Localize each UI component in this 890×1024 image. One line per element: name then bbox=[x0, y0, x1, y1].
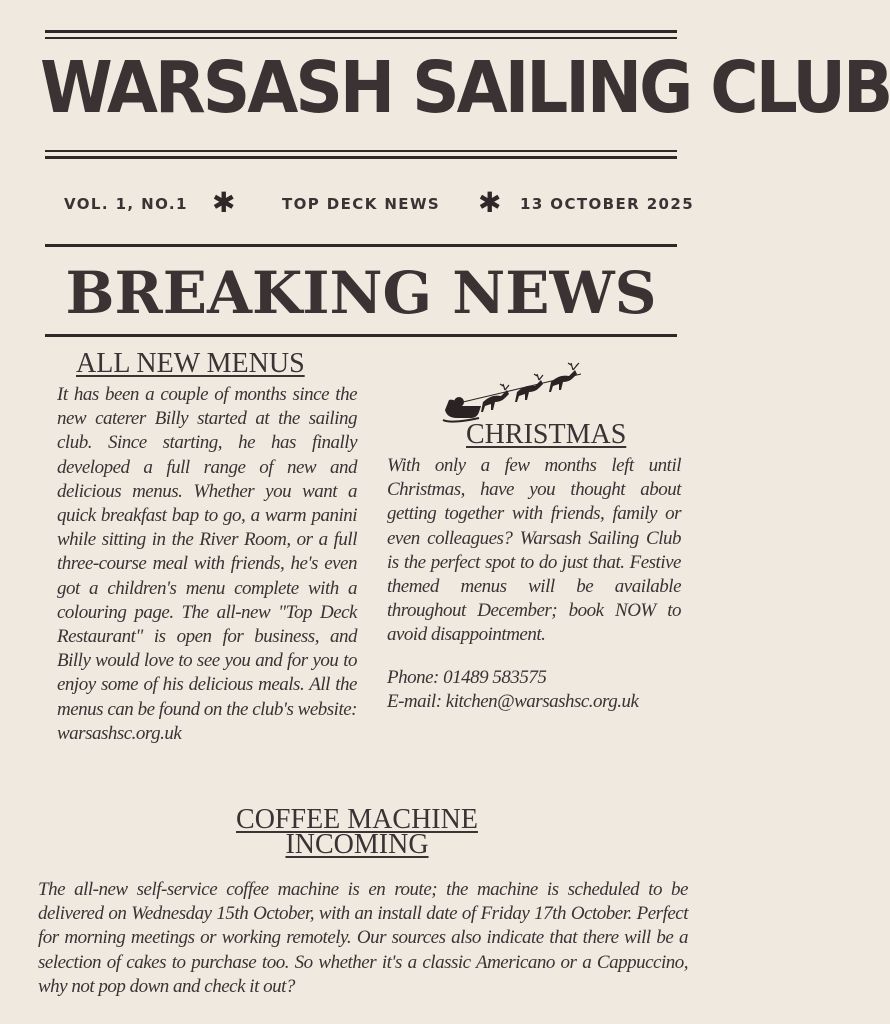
volume-number: VOL. 1, NO.1 bbox=[64, 195, 188, 213]
breaking-top-rule bbox=[45, 244, 677, 247]
asterisk-icon: ✱ bbox=[212, 186, 236, 219]
menus-article-body: It has been a couple of months since the new caterer Billy started at the sailing club. Since starting, he has finally developed a full range of new and delicious menus. Whether you want a quick breakfast bap to go, a warm panini while sitting in the River Room, or a full three-course meal with friends, he's even got a children's menu complete with a colouring page. The all-new "Top Deck Restaurant" is open for business, and Billy would love to see you and for you to enjoy some of his delicious meals. All the menus can be found on the club's website: warsashsc.org.uk bbox=[57, 384, 357, 744]
masthead-bottom-rule-thick bbox=[45, 156, 677, 159]
masthead-top-rule-thick bbox=[45, 30, 677, 33]
christmas-heading: CHRISTMAS bbox=[466, 419, 627, 450]
asterisk-icon: ✱ bbox=[478, 186, 502, 219]
breaking-news-banner: BREAKING NEWS bbox=[65, 259, 657, 327]
santa-sleigh-icon bbox=[441, 352, 591, 428]
coffee-article-body: The all-new self-service coffee machine is en route; the machine is scheduled to be delivered on Wednesday 15th October, with an install date of Friday 17th October. Perfect for morning meetings or working remotely. Our sources also indicate that there will be a selection of cakes to purchase too. So whether it's a classic Americano or a Cappuccino, why not pop down and check it out? bbox=[38, 879, 688, 997]
breaking-bottom-rule bbox=[45, 334, 677, 337]
coffee-heading-line2: INCOMING bbox=[285, 829, 429, 860]
masthead-title: WARSASH SAILING CLUB bbox=[40, 45, 890, 130]
issue-date: 13 OCTOBER 2025 bbox=[520, 195, 695, 213]
christmas-article-body: With only a few months left until Christmas, have you thought about getting together with friends, family or even colleagues? Warsash Sailing Club is the perfect spot to do just that. Festive themed menus will be available throughout December; book NOW to avoid disappointment. bbox=[387, 455, 681, 646]
coffee-heading-line1: COFFEE MACHINE bbox=[236, 804, 478, 835]
masthead-bottom-rule-thin bbox=[45, 150, 677, 152]
christmas-email[interactable]: E-mail: kitchen@warsashsc.org.uk bbox=[387, 691, 639, 712]
christmas-phone: Phone: 01489 583575 bbox=[387, 667, 547, 688]
menus-heading: ALL NEW MENUS bbox=[76, 348, 305, 379]
section-name: TOP DECK NEWS bbox=[282, 195, 441, 213]
